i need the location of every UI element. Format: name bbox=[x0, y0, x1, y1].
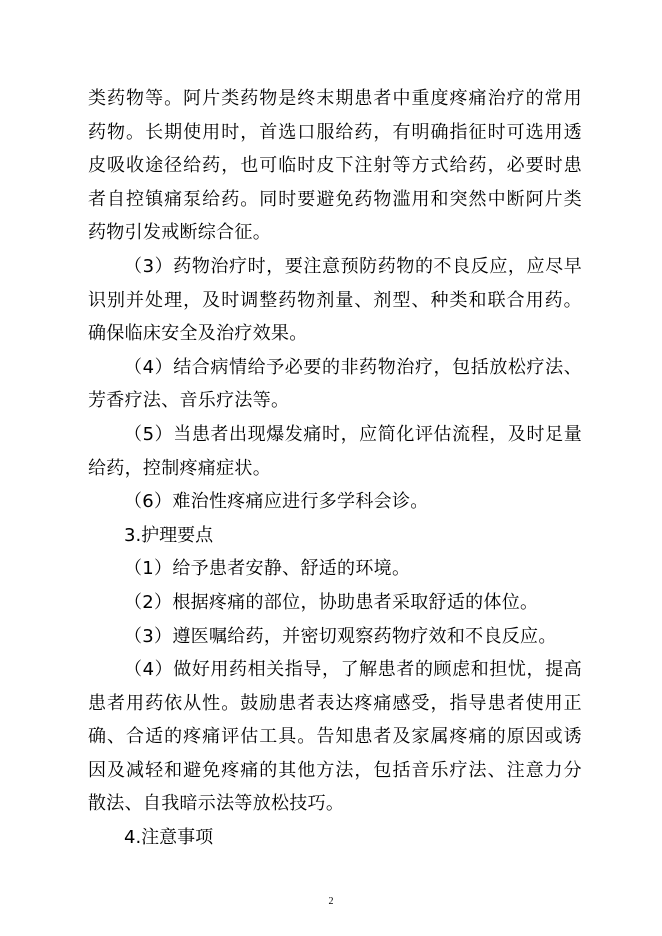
paragraph-item-3-drug-reactions: （3）药物治疗时，要注意预防药物的不良反应，应尽早识别并处理，及时调整药物剂量、剂型、种类和联合用药。确保临床安全及治疗效果。 bbox=[88, 255, 582, 345]
page-number: 2 bbox=[328, 896, 334, 907]
section-heading-precautions: 4.注意事项 bbox=[124, 827, 214, 849]
paragraph-item-6-refractory-pain: （6）难治性疼痛应进行多学科会诊。 bbox=[124, 491, 429, 513]
paragraph-nursing-2-position: （2）根据疼痛的部位，协助患者采取舒适的体位。 bbox=[124, 591, 539, 613]
paragraph-item-4-nondrug-therapy: （4）结合病情给予必要的非药物治疗，包括放松疗法、芳香疗法、音乐疗法等。 bbox=[88, 356, 582, 412]
paragraph-nursing-3-medication: （3）遵医嘱给药，并密切观察药物疗效和不良反应。 bbox=[124, 625, 557, 647]
paragraph-nursing-1-environment: （1）给予患者安静、舒适的环境。 bbox=[124, 558, 411, 580]
paragraph-item-5-breakthrough-pain: （5）当患者出现爆发痛时，应简化评估流程，及时足量给药，控制疼痛症状。 bbox=[88, 423, 582, 479]
paragraph-nursing-4-guidance: （4）做好用药相关指导，了解患者的顾虑和担忧，提高患者用药依从性。鼓励患者表达疼痛感受，指导患者使用正确、合适的疼痛评估工具。告知患者及家属疼痛的原因或诱因及减轻和避免疼痛的其他方法，包括音乐疗法、注意力分散法、自我暗示法等放松技巧。 bbox=[88, 659, 582, 815]
paragraph-opioid-continuation: 类药物等。阿片类药物是终末期患者中重度疼痛治疗的常用药物。长期使用时，首选口服给药，有明确指征时可选用透皮吸收途径给药，也可临时皮下注射等方式给药，必要时患者自控镇痛泵给药。同时要避免药物滥用和突然中断阿片类药物引发戒断综合征。 bbox=[88, 88, 582, 244]
section-heading-nursing-points: 3.护理要点 bbox=[124, 524, 214, 546]
page-body bbox=[88, 82, 582, 855]
